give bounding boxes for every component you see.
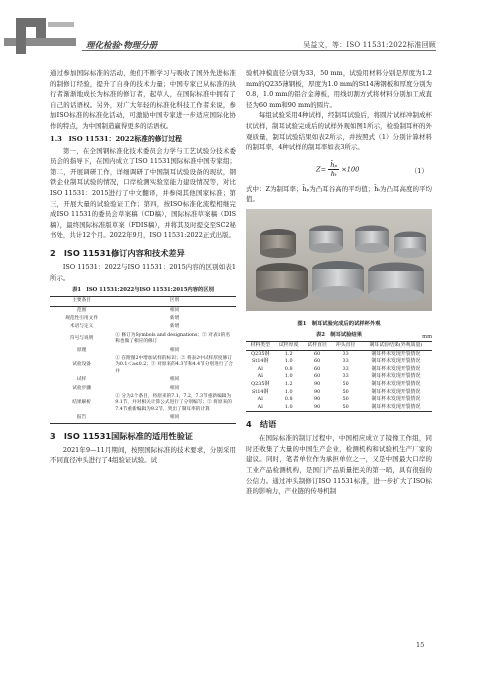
table-row (246, 358, 432, 366)
table-row (50, 385, 236, 393)
table-cell: Al (257, 373, 263, 380)
table-row (50, 315, 236, 323)
journal-logo-icon (4, 16, 76, 56)
table-row (50, 414, 236, 423)
table-header: 主要条目 (50, 297, 113, 306)
table-cell: Al (257, 365, 263, 372)
table-cell: 33 (342, 365, 349, 372)
table1-body (50, 306, 236, 423)
table-cell: 相同 (169, 385, 180, 391)
formula-lhs: Z= (316, 165, 327, 174)
paragraph: 第一，在全国钢标准化技术委员会力学与工艺试验分技术委员会的指导下，在国内成立了ISO 11531国际标准中国专家组；第二，开展调研工作，详细调研了中国制耳试验设备的现状，钢铁企业制耳试验的情况，口岸检测实验室能力建设情况等，对比ISO 11531：2015进行了中文翻译，并参阅其他国家标准；第三，开展大量的试验验证工作；第四，按ISO标准化流程相继完成ISO 11531的委员会草案稿（CD稿），国际标准草案稿（DIS稿），最终国际标准版草案（FDIS稿），并将其及时提交至SC2秘书处，共计12个月。2022年9月，ISO 11531:2022正式出版。 (50, 146, 236, 240)
page-number: 15 (416, 641, 425, 649)
table-row (246, 389, 432, 397)
formula-tail: ×100 (341, 165, 360, 174)
table-cell: 试验设备 (72, 362, 91, 368)
table1 (50, 296, 236, 424)
table-cell: Al (246, 404, 274, 412)
table-cell: 制耳杯未发现开裂情况 (371, 358, 421, 365)
table-cell: 新增 (169, 324, 180, 330)
table-row (246, 350, 432, 358)
table-row (246, 404, 432, 412)
table-cell: ① 在附图2中增加试样的标识；② 将表2中试样厚度修订为0.1＜a≤0.2；③ 对原来的4.3节和4.4节分别进行了合并 (115, 355, 233, 374)
table-cell: 1.0 (284, 388, 293, 395)
table-header: 试样厚度 (274, 341, 302, 350)
table-cell: ① 修订为Symbols and designations；② 对表1的名称也做了相应的修订 (115, 332, 231, 345)
paragraph: 通过参加国际标准的活动，他们不断学习与吸收了国外先进标准的制修订经验，提升了自身的技术力量；中国专家已从标准的执行者渐渐地成长为标准的修订者，起草人，在国际标准中拥有了自己的话语权。另外，对广大年轻的标准化科技工作者来说，参加ISO标准的标准化活动，可激励中国专家进一步适应国际化协作的特点，为中国制造赢得更多的话语权。 (50, 69, 236, 130)
table-cell: 符号与说明 (69, 335, 94, 341)
table-row (50, 332, 236, 347)
table-cell: 60 (314, 373, 321, 380)
paragraph: 验机冲模直径分别为33，50 mm，试验用材料分别是厚度为1.2 mm的Q235薄钢板，厚度为1.0 mm的St14薄钢板和厚度分别为0.8，1.0 mm的铝合金薄板，用线切割方式将材料分别加工成直径为60 mm和90 mm的圆片。 (246, 69, 432, 109)
subsection-heading: 1.3 ISO 11531：2022标准的修订过程 (50, 134, 182, 143)
table-cell: 90 (314, 396, 321, 403)
table-cell: 33 (342, 350, 349, 357)
table-cell: 范围 (76, 307, 87, 313)
table-cell: 90 (314, 380, 321, 387)
table-row (50, 376, 236, 384)
table2-unit: mm (422, 333, 432, 340)
table-cell: 60 (314, 365, 321, 372)
table-cell: 1.2 (284, 350, 293, 357)
table-cell: Q235钢 (251, 350, 270, 357)
table-row (246, 396, 432, 404)
table-cell: 制耳杯未发现开裂情况 (371, 350, 421, 357)
section-heading: 2 ISO 11531修订内容和技术差异 (50, 247, 185, 258)
table-cell: 相同 (169, 377, 180, 383)
table-cell: 1.2 (284, 380, 293, 387)
table-cell: 1.0 (274, 404, 302, 412)
table-cell: 制耳杯未发现开裂情况 (371, 373, 421, 380)
table-cell: 结果解析 (72, 400, 91, 406)
table2-body (246, 350, 432, 412)
table-cell: 60 (314, 358, 321, 365)
table-header: 制耳试验结果(外观质量) (360, 341, 432, 350)
paragraph: 在国际标准的制订过程中，中国相应成立了镜像工作组，同时还收集了大量的中国生产企业，检测机构和试验机生产厂家的建议。同时，笔者单位作为承担单位之一，又是中国最大口岸的工业产品检测机构，是国门产品质量把关的第一哨，具有很强的公信力。通过冲头制修订ISO 11531标准，进一步扩大了ISO标准的影响力，产业链的传导机制 (246, 434, 432, 496)
table-cell: 制耳杯未发现开裂情况 (371, 396, 421, 403)
table-cell: 50 (331, 404, 359, 412)
paragraph: 2021年9—11月期间，按照国际标准的技术要求，分别采用不同直径冲头进行了4组验证试验。试 (50, 445, 236, 465)
table-header: 材料类型 (246, 341, 274, 350)
table-cell: 术语与定义 (69, 324, 94, 330)
table-cell: 相同 (113, 414, 236, 423)
formula-number: （1） (410, 166, 428, 175)
table-cell: 相同 (169, 307, 180, 313)
table2 (246, 341, 432, 412)
table-row (50, 306, 236, 315)
right-column (246, 68, 432, 497)
table-header: 区别 (113, 297, 236, 306)
table-cell: 试验步骤 (72, 385, 91, 391)
table-cell: 1.0 (284, 373, 293, 380)
table-cell: 60 (314, 350, 321, 357)
left-column (50, 68, 236, 466)
page-header (0, 0, 480, 62)
formula-expression (316, 161, 359, 178)
paragraph: ISO 11531：2022与ISO 11531：2015内容的区别如表1所示。 (50, 262, 236, 282)
table-header: 试样直径 (303, 341, 331, 350)
table-cell: St14钢 (252, 358, 269, 365)
table-cell: 0.8 (284, 396, 293, 403)
table-row (50, 393, 236, 414)
table-cell: ① 分为2个条目，将原来的7.1，7.2，7.3节重新编辑为9.1节，并对相关计算公式进行了分别编写；② 将原来的7.4节重新编辑为9.2节，突出了制耳率的计算 (115, 393, 232, 412)
section-heading: 3 ISO 11531国际标准的适用性验证 (50, 430, 193, 441)
table-cell: 试样 (76, 377, 87, 383)
table-row (50, 355, 236, 376)
table-cell: 规范性引用文件 (65, 315, 99, 321)
table-cell: 报告 (50, 414, 113, 423)
table-cell: 制耳杯未发现开裂情况 (360, 404, 432, 412)
running-head: 吴益文，等：ISO 11531:2022标准回顾 (303, 41, 436, 49)
formula-numerator: h̄ₚ (330, 160, 338, 169)
table-cell: 90 (303, 404, 331, 412)
paragraph: 每组试验采用4种试样，经制耳试验后，将圆片试样冲制成杯状试样，制耳试验完成后的试样外观如图1所示，检验制耳杯的外观质量，制耳试验结果如表2所示，并按照式（1）分别计算材料的制耳率，4种试样的制耳率如表3所示。 (246, 111, 432, 152)
table-cell: St14钢 (252, 388, 269, 395)
figure1-caption: 图1 制耳试验完成后的试样杯外观 (297, 320, 381, 327)
table-cell: Al (257, 396, 263, 403)
table-cell: 相同 (169, 347, 180, 353)
table-cell: 50 (342, 388, 349, 395)
paragraph: 式中：Z为制耳率；h̄ₚ为凸耳谷高的平均值；h̄ₜ为凸耳高度的平均值。 (246, 184, 432, 204)
section-tag: 理化检验·物理分册 (86, 41, 158, 51)
table-row (246, 381, 432, 389)
table-cell: 33 (342, 358, 349, 365)
table-row (50, 347, 236, 355)
formula-1 (246, 156, 432, 182)
table-cell: 33 (342, 373, 349, 380)
table-cell: 50 (342, 380, 349, 387)
table-cell: 0.8 (284, 365, 293, 372)
table1-caption: 表1 ISO 11531:2022与ISO 11531:2015内容的区别 (72, 287, 214, 294)
table-row (50, 323, 236, 331)
table-cell: 原理 (76, 347, 87, 353)
table-cell: 50 (342, 396, 349, 403)
formula-fraction (328, 161, 339, 178)
table-cell: 制耳杯未发现开裂情况 (371, 388, 421, 395)
section-heading: 4 结语 (246, 419, 277, 430)
table-cell: 1.0 (284, 358, 293, 365)
cup-samples-photo (246, 209, 432, 311)
table-cell: 新增 (169, 315, 180, 321)
table2-header-row (246, 341, 432, 350)
table-row (246, 373, 432, 381)
table2-caption: 表2 制耳试验结果 (315, 331, 363, 338)
table-cell: Q235钢 (251, 380, 270, 387)
table-cell: 制耳杯未发现开裂情况 (371, 365, 421, 372)
formula-denominator: h̄ₜ (330, 169, 337, 178)
table-header: 冲头直径 (331, 341, 359, 350)
table-cell: 90 (314, 388, 321, 395)
table-cell: 制耳杯未发现开裂情况 (371, 380, 421, 387)
